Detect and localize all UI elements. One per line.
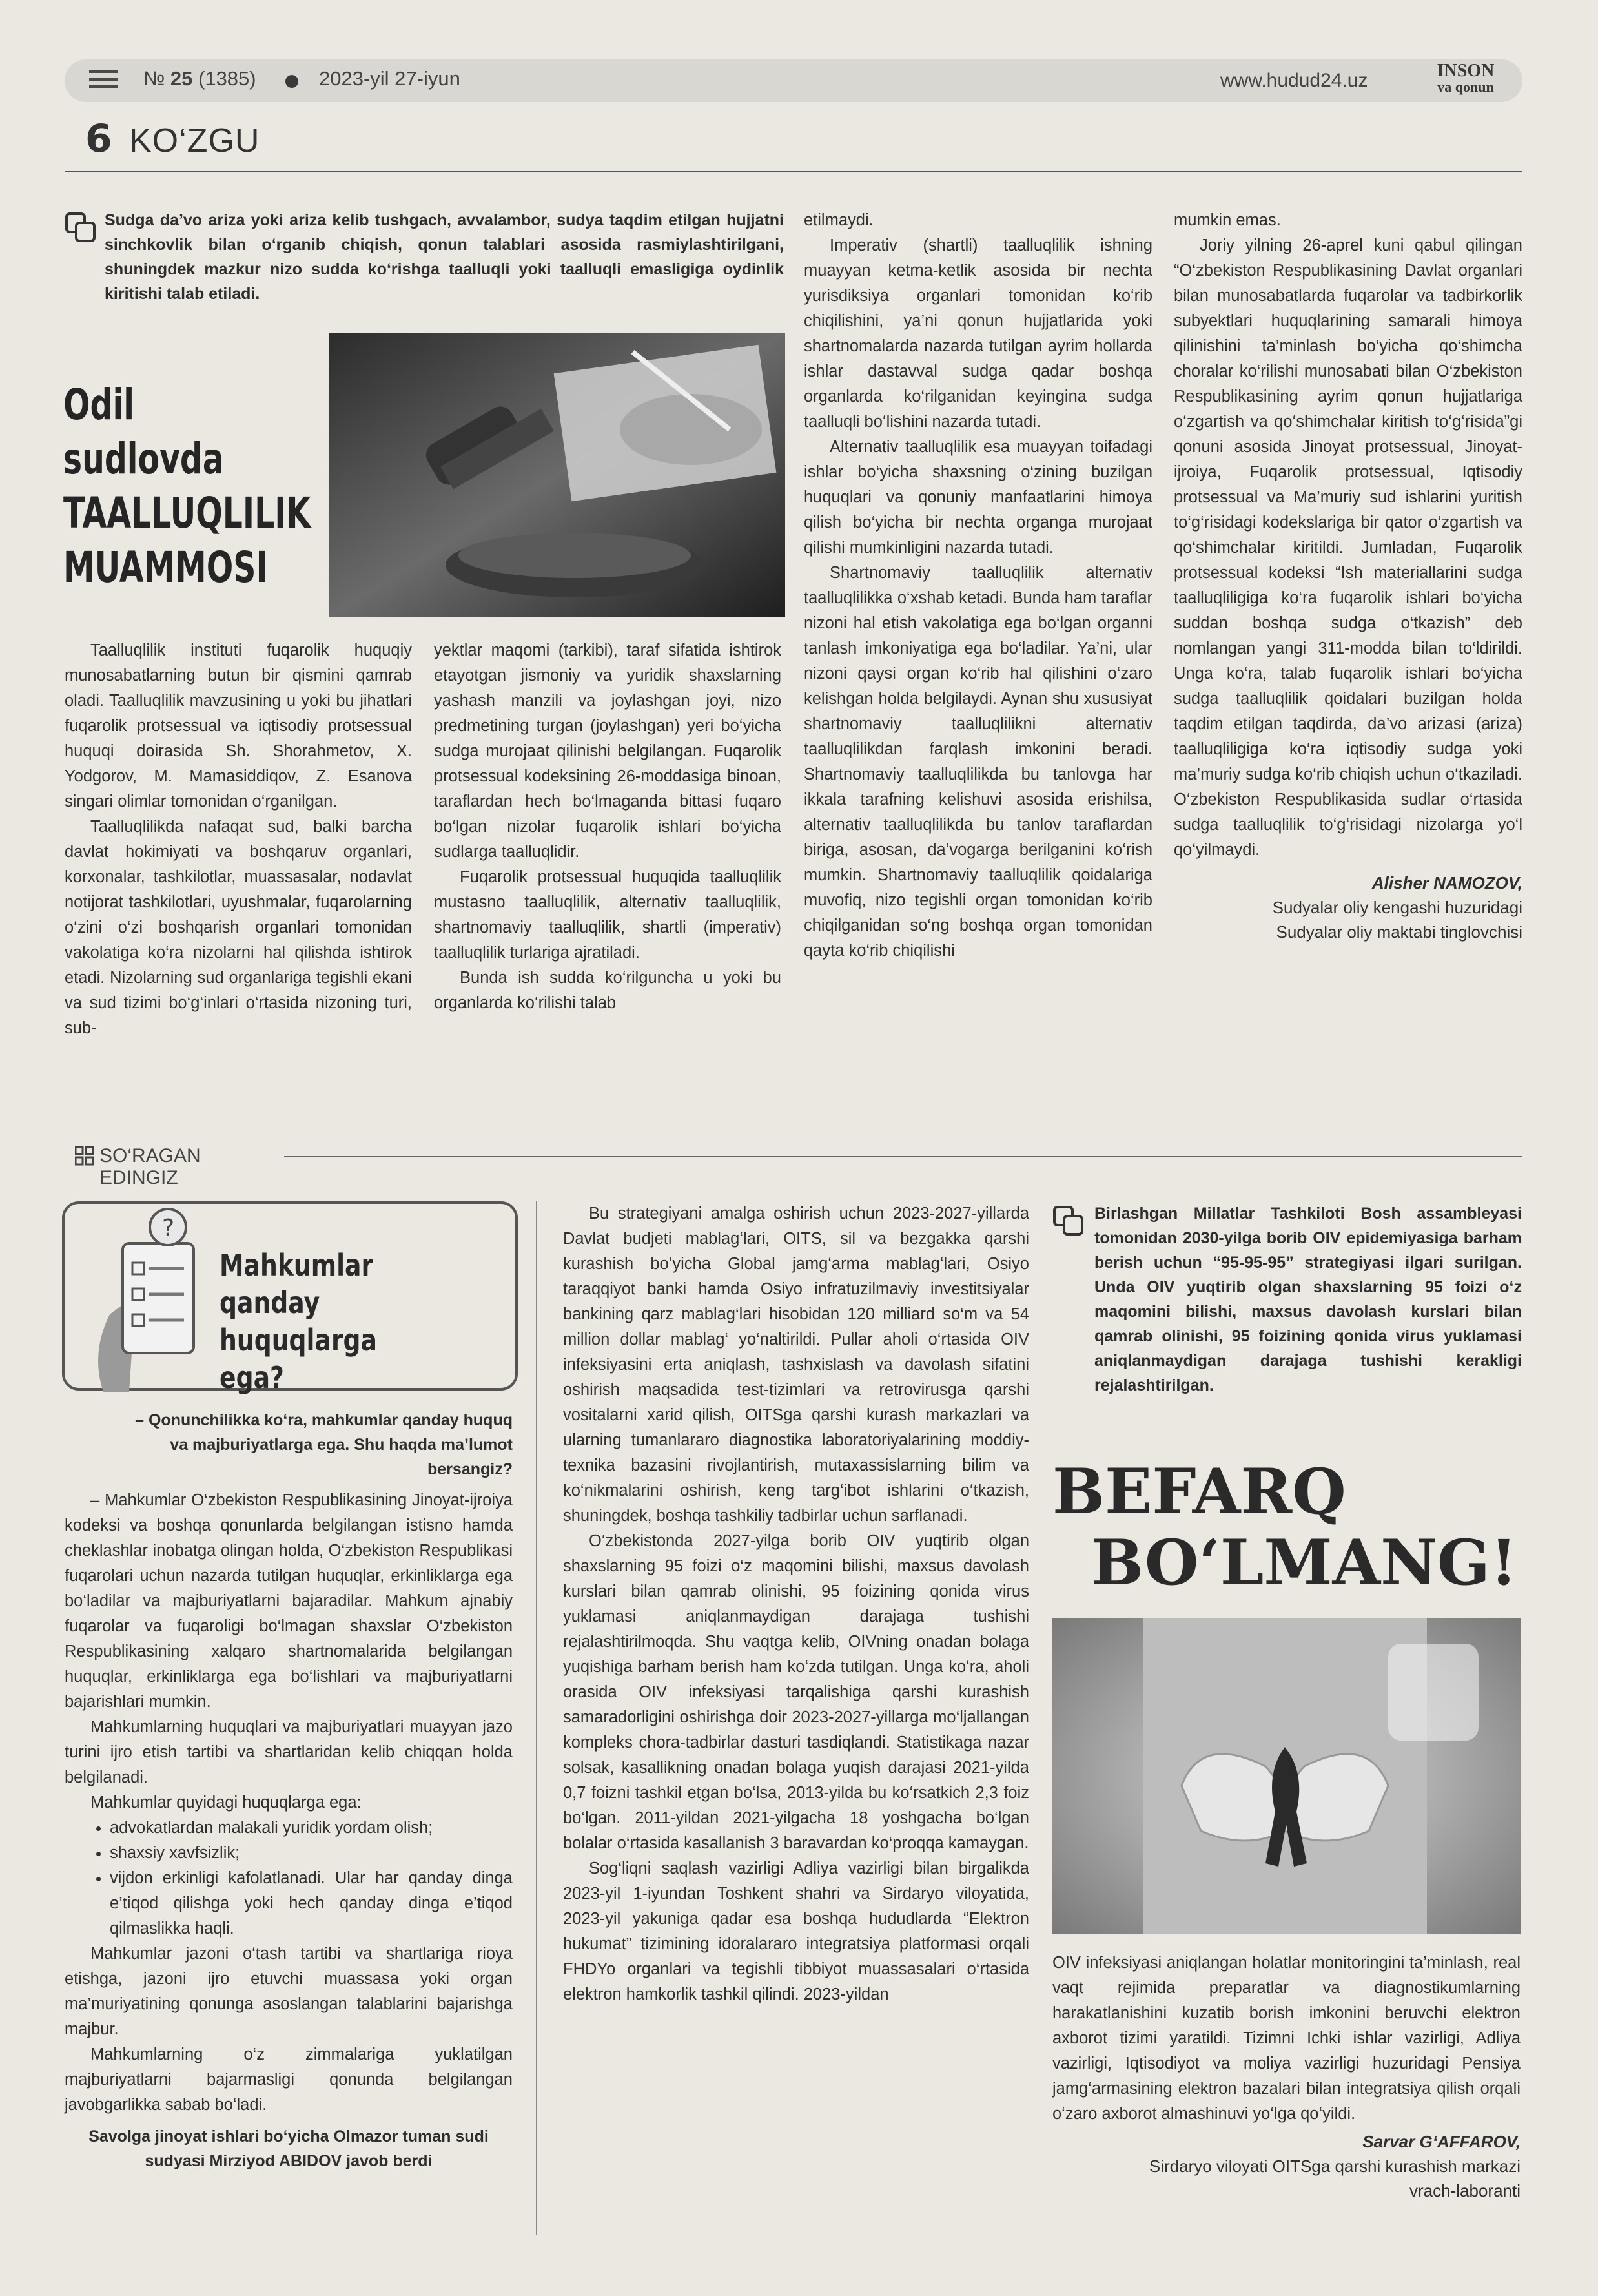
checklist-icon xyxy=(84,1205,213,1398)
article1-column-1: Taalluqlilik instituti fuqarolik huquqiy munosabatlarning butun bir qismini qamrab oladi. Taalluqlilik mavzusining u yoki bu jihatlari fuqarolik protsessual va iqtisodiy protsessual huquqi doirasida Sh. Shorahmetov, X. Yodgorov, M. Mamasiddiqov, Z. Esanova singari olimlar tomonidan o‘rganilgan. Taalluqlilikda nafaqat sud, balki barcha davlat hokimiyati va boshqaruv organlari, korxonalar, tashkilotlar, muassasalar, nodavlat notijorat tashkilotlari, uyushmalar, fuqarolarning o‘zini o‘zi boshqarish organlari tomonidan vakolatiga ko‘ra nizolarni hal qilishda ishtirok etadi. Nizolarning sud organlariga tegishli ekani va sud tizimi bo‘g‘inlari o‘rtasida nizoning turi, sub- xyxy=(65,641,412,1037)
page-number: 6 xyxy=(85,116,112,161)
author-role: Sudyalar oliy maktabi tinglovchisi xyxy=(1276,922,1522,942)
copy-icon xyxy=(1052,1205,1085,1236)
menu-icon[interactable] xyxy=(89,70,118,90)
column-rule xyxy=(536,1201,537,2235)
issue-number: № 25 (1385) xyxy=(143,67,256,90)
author-name: Alisher NAMOZOV, xyxy=(1371,873,1522,893)
ask-column: – Qonunchilikka ko‘ra, mahkumlar qanday huquq va majburiyatlarga ega. Shu haqda ma’lumot bersangiz? – Mahkumlar O‘zbekiston Respublikasining Jinoyat-ijroiya kodeksi va boshqa qonunlarda belgilangan istisno hamda cheklashlar inobatga olingan holda, O‘zbekiston Respublikasi fuqarolari uchun nazarda tutilgan huquqlar, erkinliklarga ega bo‘ladilar va majburiyatlarni bajaradilar. Mahkum ajnabiy fuqarolar va fuqaroligi bo‘lmagan shaxslar O‘zbekiston Respublikasining xalqaro shartnomalarida belgilangan huquqlar, erkinliklarga ega bo‘lishlari va majburiyatlarni bajarishlari mumkin. Mahkumlarning huquqlari va majburiyatlari muayyan jazo turini ijro etish tartibi va shartlaridan kelib chiqqan holda belgilanadi. Mahkumlar quyidagi huquqlarga ega: • advokatlardan malakali yuridik yordam olish; • shaxsiy xavfsizlik; • vijdon erkinligi kafolatlanadi. Ular har qanday dinga e’tiqod qilishga yoki hech qanday dinga e’tiqod qilmaslikka haqli. Mahkumlar jazoni o‘tash tartibi va shartlariga rioya etishga, jazoni ijro etuvchi muassasa yoki organ ma’muriyatining qonunga asoslangan talablarini bajarishga majbur. Mahkumlarning o‘z zimmalariga yuklatilgan majburiyatlarni bajarmasligi qonunda belgilangan javobgarlikka sabab bo‘ladi. Savolga jinoyat ishlari bo‘yicha Olmazor tuman sudi sudyasi Mirziyod ABIDOV javob berdi xyxy=(65,1408,513,2173)
article1-column-4: mumkin emas. Joriy yilning 26-aprel kuni qabul qilingan “O‘zbekiston Respublikasining Davlat organlari bilan munosabatlarda fuqarolar va tadbirkorlik subyektlari huquqlarining samarali himoya qilinishini ta’minlash bo‘yicha qo‘shimcha choralar ko‘rilishi munosabati bilan O‘zbekiston Respublikasining ayrim qonun hujjatlariga o‘zgartish va qo‘shimchalar kiritish to‘g‘risida”gi qonuni asosida Jinoyat protsessual, Jinoyat-ijroiya, Fuqarolik protsessual, Iqtisodiy protsessual va Ma’muriy sud ishlarini yuritish to‘g‘risidagi kodekslariga bir qator o‘zgartish va qo‘shimchalar kiritildi. Jumladan, Fuqarolik protsessual kodeksi “Ish materiallarini sudga taalluqliligiga ko‘ra fuqarolik ishlari bo‘yicha suddan boshqa sudga o‘tkazish” deb nomlangan yangi 311-modda bilan to‘ldirildi. Unga ko‘ra, talab fuqarolik ishlari bo‘yicha sudga taalluqlilik qoidalari buzilgan holda taqdim etilgan taqdirda, da’vo arizasi (ariza) taalluqliligiga ko‘ra iqtisodiy sudga yoki ma’muriy sudga ko‘rib chiqish uchun o‘tkaziladi. O‘zbekiston Respublikasida sudlar o‘rtasida sudga taalluqlilik to‘g‘risidagi nizolarga yo‘l qo‘yilmaydi. Alisher NAMOZOV, Sudyalar oliy kengashi huzuridagi Sudyalar oliy maktabi tinglovchisi xyxy=(1174,208,1522,944)
newspaper-logo: INSON va qonun xyxy=(1437,61,1495,95)
article1-column-2: yektlar maqomi (tarkibi), taraf sifatida ishtirok etayotgan jismoniy va yuridik shaxslarning yashash manzili va joylashgan joyi, nizo predmetining turgan (joylashgan) yeri bo‘yicha sudga murojaat qilinishi belgilangan. Fuqarolik protsessual kodeksining 26-moddasiga binoan, taraflardan hech bo‘lmaganda bittasi fuqaro bo‘lgan nizolar fuqarolik ishlari bo‘yicha sudlarga taalluqlidir. Fuqarolik protsessual huquqida taalluqlilik mustasno taalluqlilik, alternativ taalluqlilik, shartnomaviy taalluqlilik, shartli (imperativ) taalluqlilik turlariga ajratiladi. Bunda ish sudda ko‘rilguncha u yoki bu organlarda ko‘rilishi talab xyxy=(434,641,781,1012)
author-role: vrach-laboranti xyxy=(1409,2181,1521,2200)
article2-column-right: OIV infeksiyasi aniqlangan holatlar monitoringini ta’minlash, real vaqt rejimida preparatlar va diagnostikumlarning harakatlanishini kuzatib borish imkonini beruvchi elektron axborot tizimi yaratildi. Tizimni Ichki ishlar vazirligi, Adliya vazirligi, Iqtisodiyot va moliya vazirligi huzuridagi Pensiya jamg‘armasining elektron bazalari bilan integratsiya qilish orqali o‘zaro axborot almashinuvi yo‘lga qo‘yildi. Sarvar G‘AFFAROV, Sirdaryo viloyati OITSga qarshi kurashish markazi vrach-laboranti xyxy=(1052,1950,1521,2203)
list-item: • vijdon erkinligi kafolatlanadi. Ular har qanday dinga e’tiqod qilishga yoki hech qanday dinga e’tiqod qilmaslikka haqli. xyxy=(110,1866,513,1941)
article2-column-middle: Bu strategiyani amalga oshirish uchun 2023-2027-yillarda Davlat budjeti mablag‘lari, OITS, sil va bezgakka qarshi kurashish bo‘yicha Global jamg‘arma mablag‘lari, Osiyo taraqqiyot banki hamda Osiyo infratuzilmaviy investitsiyalar bankining qarz mablag‘lari hisobidan 120 milliard so‘m va 54 million dollar mablag‘ yo‘naltirildi. Pullar aholi o‘rtasida OIV infeksiyasini erta aniqlash, tashxislash va davolash sifatini oshirish maqsadida test-tizimlari va retrovirusga qarshi vositalarni xarid qilish, OITSga qarshi kurash markazlari va ularning tumanlararo diagnostika laboratoriyalarining moddiy-texnika bazasini rivojlantirish, mutaxassislarning bilim va ko‘nikmalarini oshirish, keng targ‘ibot ishlarini o‘tkazish, shuningdek, boshqa tashkiliy tadbirlar uchun sarflanadi. O‘zbekistonda 2027-yilga borib OIV yuqtirib olgan shaxslarning 95 foizi o‘z maqomini bilishi, maxsus davolash kurslari bilan qamrab olinishi, 95 foizining qonida virus yuklamasi aniqlanmaydigan darajaga tushishi rejalashtirilmoqda. Shu vaqtga kelib, OIVning onadan bolaga yuqishiga barham berish ham ko‘zda tutilgan. Unga ko‘ra, aholi orasida OIV infeksiyasi tarqalishiga qarshi kurashish samaradorligini oshirishga doir 2023-2027-yillarga mo‘ljallangan kompleks chora-tadbirlar dasturi tasdiqlandi. Statistikaga nazar solsak, kasallikning onadan bolaga yuqish darajasi 2021-yilda 0,7 foizni tashkil etgan bo‘lsa, 2013-yilda bu ko‘rsatkich 2,3 foiz bo‘lgan. 2011-yildan 2021-yilgacha 18 yoshgacha bo‘lgan bolalar o‘rtasida kasallanish 3 baravardan ko‘proqqa kamaygan. Sog‘liqni saqlash vazirligi Adliya vazirligi bilan birgalikda 2023-yil 1-iyundan Toshkent shahri va Sirdaryo viloyatida, 2023-yil yakuniga qadar esa boshqa hududlarda “Elektron hukumat” tizimining idoralararo integratsiya platformasi orqali FHDYo organlari va tegishli tibbiyot muassasalari o‘rtasida elektron hamkorlik tashkil qilindi. 2023-yildan xyxy=(563,1205,1029,2003)
author-name: Sarvar G‘AFFAROV, xyxy=(1362,2132,1521,2151)
author-role: Sudyalar oliy kengashi huzuridagi xyxy=(1272,898,1522,917)
answer-signature: Savolga jinoyat ishlari bo‘yicha Olmazor tuman sudi sudyasi Mirziyod ABIDOV javob berdi xyxy=(88,2127,489,2170)
issue-date: 2023-yil 27-iyun xyxy=(319,67,460,90)
list-item: • shaxsiy xavfsizlik; xyxy=(110,1841,513,1866)
list-item: • advokatlardan malakali yuridik yordam olish; xyxy=(110,1815,513,1841)
svg-text:?: ? xyxy=(162,1215,175,1241)
article-lead: Sudga da’vo ariza yoki ariza kelib tushgach, avvalambor, sudya taqdim etilgan hujjatni sinchkovlik bilan o‘rganib chiqish, qonun talablari asosida rasmiylashtirilgani, shuningdek mazkur nizo sudda ko‘rishga taalluqli yoki taalluqli emasligiga oydinlik kiritishi talab etiladi. xyxy=(105,211,784,303)
gavel-photo xyxy=(329,333,785,617)
article-headline: Odil sudlovda TAALLUQLILIK MUAMMOSI xyxy=(63,380,311,592)
ask-section-label: SO‘RAGAN EDINGIZ xyxy=(65,1140,284,1172)
bullet-dot xyxy=(285,75,298,88)
ribbon-hands-photo xyxy=(1052,1618,1521,1934)
rights-list xyxy=(65,1815,513,1941)
copy-icon xyxy=(65,212,97,243)
header-rule xyxy=(65,171,1522,172)
question-box-title: Mahkumlar qanday huquqlarga ega? xyxy=(220,1248,378,1395)
grid-icon xyxy=(75,1146,94,1166)
article1-column-3: etilmaydi. Imperativ (shartli) taalluqlilik ishning muayyan ketma-ketlik asosida bir nechta yurisdiksiya organlari tomonidan ko‘rib chiqilishini, ya’ni qonun hujjatlarida yoki shartnomalarda nazarda tutilgan ayrim hollarda ishlar dastavval sudga qadar boshqa organlarda ko‘rilganidan keyingina sudga taalluqli bo‘lishini nazarda tutadi. Alternativ taalluqlilik esa muayyan toifadagi ishlar bo‘yicha shaxsning o‘zining buzilgan huquqlari va qonuniy manfaatlarini himoya qilish bo‘yicha bir nechta organga murojaat qilishi mumkinligini nazarda tutadi. Shartnomaviy taalluqlilik alternativ taalluqlilikka o‘xshab ketadi. Bunda ham taraflar nizoni hal etish vakolatiga ega bo‘lgan organni tanlash imkoniyatiga ega bo‘ladilar. Ya’ni, ular nizoni qaysi organ ko‘rib hal qilishini o‘zaro kelishgan holda belgilaydi. Aynan shu xususiyat shartnomaviy taalluqlilikni alternativ taalluqlilikdan farqlash imkonini beradi. Shartnomaviy taalluqlilikda bu tanlovga har ikkala tarafning kelishuvi asosida erishilsa, alternativ taalluqlilikda bu tanlov taraflardan biriga, asosan, da’vogarga berilganini ko‘rish mumkin. Shartnomaviy taalluqlilik qoidalariga muvofiq, nizo tegishli organ tomonidan ko‘rib chiqilganidan so‘ng boshqa organ tomonidan qayta ko‘rib chiqilishi xyxy=(804,211,1152,960)
author-role: Sirdaryo viloyati OITSga qarshi kurashish markazi xyxy=(1149,2156,1521,2176)
question-text: – Qonunchilikka ko‘ra, mahkumlar qanday huquq va majburiyatlarga ega. Shu haqda ma’lumot bersangiz? xyxy=(135,1411,513,1478)
section-title: KO‘ZGU xyxy=(129,122,260,160)
article2-headline: BEFARQ BO‘LMANG! xyxy=(1052,1455,1517,1599)
site-url[interactable]: www.hudud24.uz xyxy=(1220,70,1368,91)
article2-lead: Birlashgan Millatlar Tashkiloti Bosh assambleyasi tomonidan 2030-yilga borib OIV epidemiyasiga barham berish uchun “95-95-95” strategiyasi ilgari surilgan. Unda OIV yuqtirib olgan shaxslarning 95 foizi o‘z maqomini bilishi, maxsus davolash kurslari bilan qamrab olinishi, 95 foizining qonida virus yuklamasi aniqlanmaydigan darajaga tushishi kerakligi rejalashtirilgan. xyxy=(1094,1205,1522,1394)
